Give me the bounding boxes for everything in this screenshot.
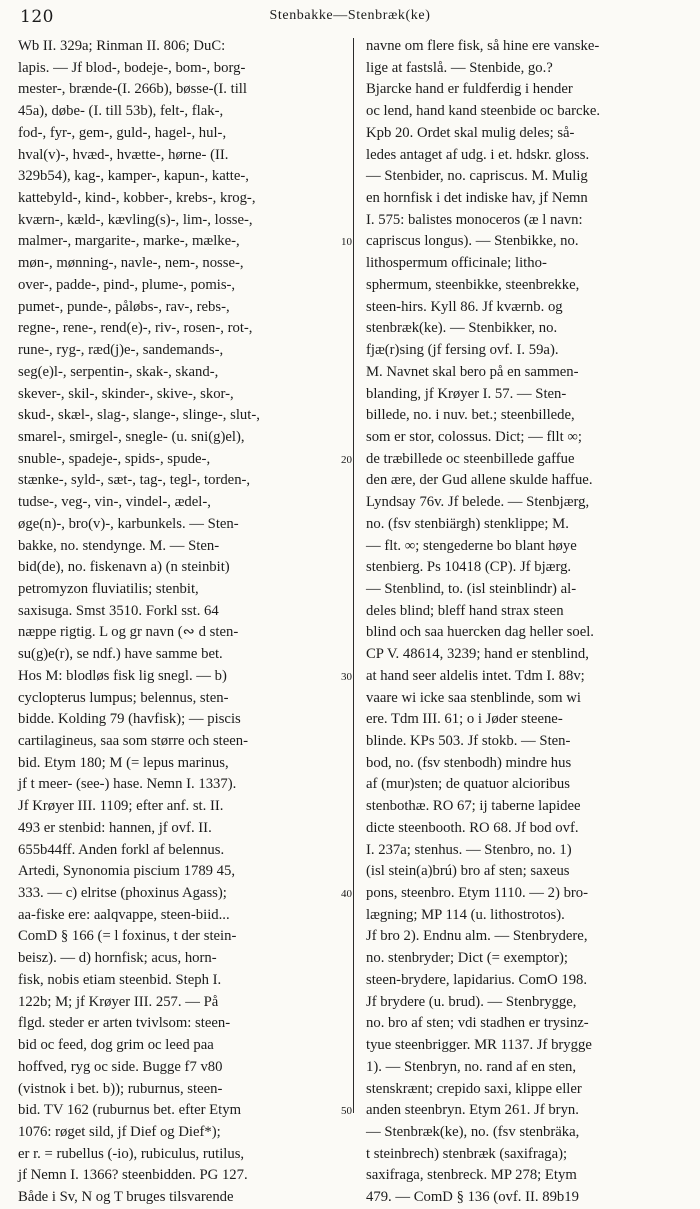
running-head: Stenbakke—Stenbræk(ke): [269, 8, 431, 23]
text-line: Kpb 20. Ordet skal mulig deles; så-: [366, 124, 575, 141]
text-line: kattebyld-, kind-, kobber-, krebs-, krog-,: [18, 190, 256, 207]
text-line: vaare wi icke saa stenblinde, som wi: [366, 689, 581, 706]
text-line: mester-, brænde-(I. 266b), bøsse-(I. till: [18, 81, 247, 98]
text-line: ere. Tdm III. 61; o i Jøder steene-: [366, 711, 563, 728]
text-line: deles blind; bleff hand strax steen: [366, 602, 564, 619]
text-line: t steinbrech) stenbræk (saxifraga);: [366, 1145, 568, 1162]
text-line: saxifraga, stenbreck. MP 278; Etym: [366, 1167, 577, 1184]
text-line: cartilagineus, saa som større och steen-: [18, 733, 249, 749]
text-line: seg(e)l-, serpentin-, skak-, skand-,: [18, 363, 219, 380]
text-line: lige at fastslå. — Stenbide, go.?: [366, 59, 553, 76]
text-line: Artedi, Synonomia piscium 1789 45,: [18, 863, 236, 880]
text-line: petromyzon fluviatilis; stenbit,: [18, 580, 199, 597]
text-line: bid(de), no. fiskenavn a) (n steinbit): [18, 559, 230, 576]
text-line: (isl stein(a)brú) bro af sten; saxeus: [366, 863, 570, 880]
text-line: blinde. KPs 503. Jf stokb. — Sten-: [366, 733, 571, 749]
text-line: 1). — Stenbryn, no. rand af en sten,: [366, 1058, 577, 1075]
text-line: fisk, nobis etiam steenbid. Steph I.: [18, 971, 222, 988]
line-number: 10: [341, 236, 352, 249]
text-line: Jf bro 2). Endnu alm. — Stenbrydere,: [366, 928, 588, 945]
text-line: blanding, jf Krøyer I. 57. — Sten-: [366, 385, 567, 402]
text-line: lægning; MP 114 (u. lithostrotos).: [366, 906, 565, 923]
text-line: beisz). — d) hornfisk; acus, horn-: [18, 950, 217, 967]
text-line: ledes antaget af udg. i et. hdskr. gloss.: [366, 146, 590, 163]
text-line: af (mur)sten; de quatuor alcioribus: [366, 776, 570, 793]
text-line: skever-, skil-, skinder-, skive-, skor-,: [18, 385, 234, 402]
text-line: stenskrænt; crepido saxi, klippe eller: [366, 1080, 582, 1097]
text-line: I. 237a; stenhus. — Stenbro, no. 1): [366, 841, 572, 858]
text-line: pumet-, punde-, påløbs-, rav-, rebs-,: [18, 298, 230, 315]
text-line: bidde. Kolding 79 (havfisk); — piscis: [18, 711, 241, 728]
text-line: no. stenbryder; Dict (= exemptor);: [366, 950, 569, 967]
text-line: de træbillede oc steenbillede gaffue: [366, 450, 575, 467]
text-line: fjæ(r)sing (jf fersing ovf. I. 59a).: [366, 342, 559, 359]
text-line: øge(n)-, bro(v)-, karbunkels. — Sten-: [18, 515, 239, 532]
text-line: — Stenblind, to. (isl steinblindr) al-: [366, 580, 577, 597]
text-line: bod, no. (fsv stenbodh) mindre hus: [366, 754, 572, 771]
text-line: Både i Sv, N og T bruges tilsvarende: [18, 1189, 234, 1206]
text-line: jf t meer- (see-) hase. Nemn I. 1337).: [18, 776, 237, 793]
text-line: blind och saa huercken dag heller soel.: [366, 624, 594, 641]
text-line: aa-fiske ere: aalqvappe, steen-biid...: [18, 906, 230, 923]
text-line: 122b; M; jf Krøyer III. 257. — På: [18, 993, 219, 1010]
text-line: pons, steenbro. Etym 1110. — 2) bro-: [366, 885, 589, 902]
text-line: no. bro af sten; vdi stadhen er trysinz-: [366, 1015, 589, 1032]
text-line: stenbothæ. RO 67; ij taberne lapidee: [366, 798, 581, 815]
text-line: 45a), døbe- (I. till 53b), felt-, flak-,: [18, 103, 224, 120]
text-line: Wb II. 329a; Rinman II. 806; DuC:: [18, 38, 226, 54]
text-line: 479. — ComD § 136 (ovf. II. 89b19: [366, 1189, 579, 1206]
text-line: 493 er stenbid: hannen, jf ovf. II.: [18, 819, 212, 836]
text-line: over-, padde-, pind-, plume-, pomis-,: [18, 276, 236, 293]
text-line: (vistnok i bet. b)); ruburnus, steen-: [18, 1080, 223, 1097]
text-line: rune-, ryg-, ræd(j)e-, sandemands-,: [18, 342, 224, 359]
text-line: lithospermum officinale; litho-: [366, 255, 547, 272]
text-line: su(g)e(r), se ndf.) have samme bet.: [18, 646, 223, 663]
text-line: dicte steenbooth. RO 68. Jf bod ovf.: [366, 819, 579, 836]
text-line: 655b44ff. Anden forkl af belennus.: [18, 841, 225, 858]
text-line: — Stenbider, no. capriscus. M. Mulig: [366, 168, 588, 185]
text-line: hval(v)-, hvæd-, hvætte-, hørne- (II.: [18, 146, 229, 163]
text-line: fod-, fyr-, gem-, guld-, hagel-, hul-,: [18, 124, 227, 141]
text-line: at hand seer aldelis intet. Tdm I. 88v;: [366, 667, 585, 684]
line-number: 40: [341, 888, 352, 901]
text-line: steen-hirs. Kyll 86. Jf kværnb. og: [366, 298, 563, 315]
text-line: anden steenbryn. Etym 261. Jf bryn.: [366, 1102, 579, 1119]
right-column: [366, 36, 682, 1209]
text-line: navne om flere fisk, så hine ere vanske-: [366, 38, 600, 54]
text-line: no. (fsv stenbiärgh) stenklippe; M.: [366, 515, 569, 532]
text-line: — flt. ∞; stengederne bo blant høye: [366, 537, 577, 554]
text-line: Jf Krøyer III. 1109; efter anf. st. II.: [18, 798, 224, 815]
text-line: — Stenbræk(ke), no. (fsv stenbräka,: [366, 1123, 580, 1140]
text-line: som er stor, colossus. Dict; — fllt ∞;: [366, 428, 582, 445]
text-line: lapis. — Jf blod-, bodeje-, bom-, borg-: [18, 59, 246, 76]
text-line: er r. = rubellus (-io), rubiculus, rutilus,: [18, 1145, 245, 1162]
text-line: Lyndsay 76v. Jf belede. — Stenbjærg,: [366, 494, 590, 511]
text-line: saxisuga. Smst 3510. Forkl sst. 64: [18, 602, 219, 619]
text-line: cyclopterus lumpus; belennus, sten-: [18, 689, 229, 706]
text-line: smarel-, smirgel-, snegle- (u. sni(g)el),: [18, 428, 245, 445]
text-line: flgd. steder er arten tvivlsom: steen-: [18, 1015, 231, 1032]
text-line: regne-, rene-, rend(e)-, riv-, rosen-, rot-,: [18, 320, 253, 337]
left-column: [18, 36, 340, 1209]
text-line: M. Navnet skal bero på en sammen-: [366, 363, 579, 380]
text-line: bid. Etym 180; M (= lepus marinus,: [18, 754, 229, 771]
text-line: Bjarcke hand er fuldferdig i hender: [366, 81, 573, 98]
text-line: Jf brydere (u. brud). — Stenbrygge,: [366, 993, 577, 1010]
line-number: 20: [341, 453, 352, 466]
text-line: bid oc feed, dog grim oc leed paa: [18, 1037, 214, 1054]
text-line: bid. TV 162 (ruburnus bet. efter Etym: [18, 1102, 241, 1119]
line-number: 50: [341, 1105, 352, 1118]
text-line: møn-, mønning-, navle-, nem-, nosse-,: [18, 255, 244, 272]
text-line: 1076: røget sild, jf Dief og Dief*);: [18, 1123, 221, 1140]
text-line: stenbræk(ke). — Stenbikker, no.: [366, 320, 558, 337]
text-line: stænke-, syld-, sæt-, tag-, tegl-, torden-,: [18, 472, 251, 489]
column-rule: [353, 38, 354, 1113]
text-line: jf Nemn I. 1366? steenbidden. PG 127.: [18, 1167, 248, 1184]
text-line: capriscus longus). — Stenbikke, no.: [366, 233, 579, 250]
text-line: oc lend, hand kand steenbide oc barcke.: [366, 103, 601, 120]
text-line: den ære, der Gud allene skulde haffue.: [366, 472, 593, 489]
text-line: skud-, skæl-, slag-, slange-, slinge-, slut-,: [18, 407, 260, 424]
text-line: sphermum, steenbikke, steenbrekke,: [366, 276, 580, 293]
text-line: kværn-, kæld-, kævling(s)-, lim-, losse-,: [18, 211, 253, 228]
line-number: 30: [341, 670, 352, 683]
text-line: tudse-, veg-, vin-, vindel-, ædel-,: [18, 494, 211, 511]
text-line: tyue steenbrigger. MR 1137. Jf brygge: [366, 1037, 592, 1054]
text-line: ComD § 166 (= l foxinus, t der stein-: [18, 928, 237, 945]
text-line: CP V. 48614, 3239; hand er stenblind,: [366, 646, 589, 663]
text-line: Hos M: blodløs fisk lig snegl. — b): [18, 667, 227, 684]
page-number: 120: [20, 7, 54, 27]
text-line: steen-brydere, lapidarius. ComO 198.: [366, 971, 588, 988]
text-line: en hornfisk i det indiske hav, jf Nemn: [366, 190, 588, 207]
text-line: 329b54), kag-, kamper-, kapun-, katte-,: [18, 168, 249, 185]
text-line: bakke, no. stendynge. M. — Sten-: [18, 537, 220, 554]
text-line: billede, no. i nuv. bet.; steenbillede,: [366, 407, 575, 424]
text-line: malmer-, margarite-, marke-, mælke-,: [18, 233, 240, 250]
text-line: 333. — c) elritse (phoxinus Agass);: [18, 885, 227, 902]
text-line: stenbierg. Ps 10418 (CP). Jf bjærg.: [366, 559, 572, 576]
text-line: snuble-, spadeje-, spids-, spude-,: [18, 450, 211, 467]
text-line: næppe rigtig. L og gr navn (∾ d sten-: [18, 624, 239, 641]
text-line: hoffved, ryg oc side. Bugge f7 v80: [18, 1058, 223, 1075]
text-line: I. 575: balistes monoceros (æ l navn:: [366, 211, 583, 228]
